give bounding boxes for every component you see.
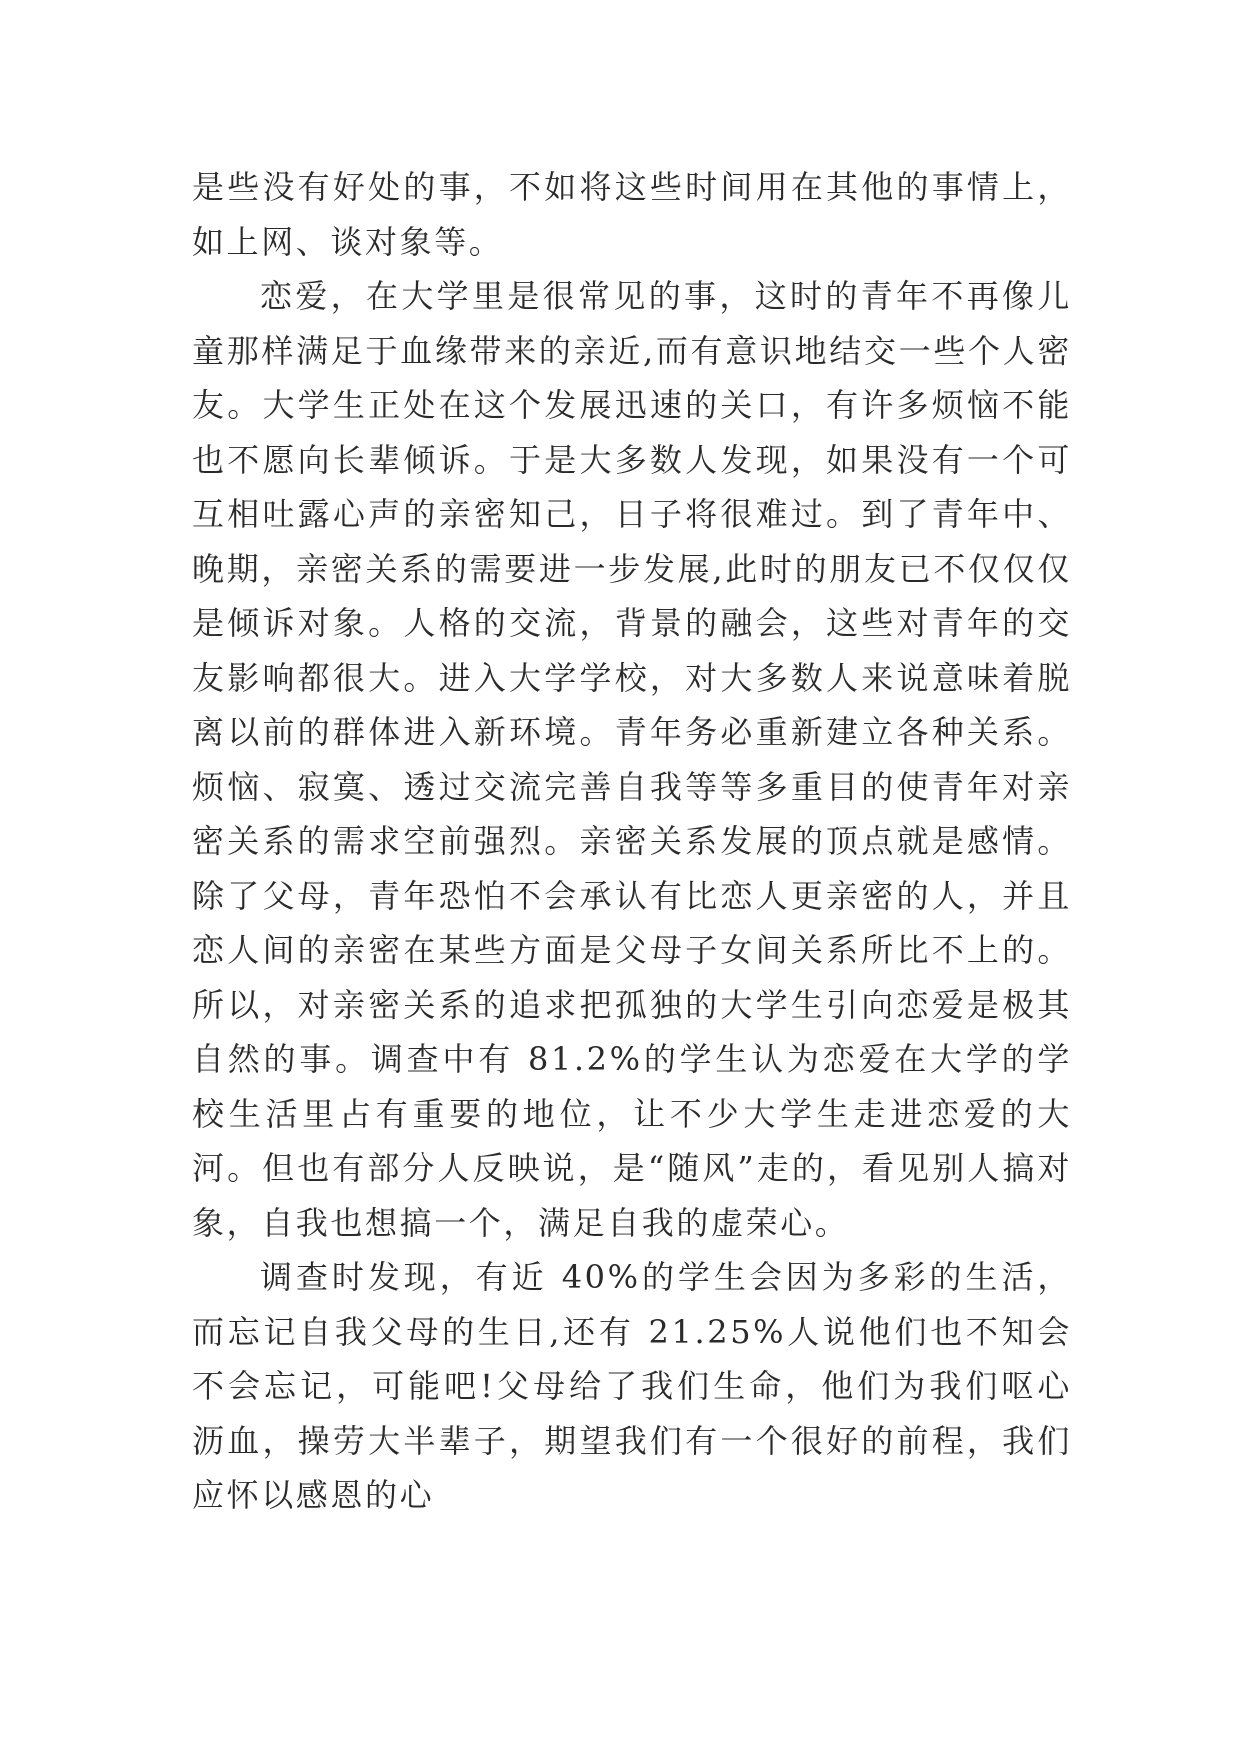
body-text [192,160,1072,1523]
paragraph-1: 是些没有好处的事，不如将这些时间用在其他的事情上，如上网、谈对象等。 [192,168,1072,261]
paragraph-2: 恋爱，在大学里是很常见的事，这时的青年不再像儿童那样满足于血缘带来的亲近,而有意识地结交一些个人密友。大学生正处在这个发展迅速的关口，有许多烦恼不能也不愿向长辈倾诉。于是大多数人发现，如果没有一个可互相吐露心声的亲密知己，日子将很难过。到了青年中、晚期，亲密关系的需要进一步发展,此时的朋友已不仅仅仅是倾诉对象。人格的交流，背景的融会，这些对青年的交友影响都很大。进入大学学校，对大多数人来说意味着脱离以前的群体进入新环境。青年务必重新建立各种关系。烦恼、寂寞、透过交流完善自我等等多重目的使青年对亲密关系的需求空前强烈。亲密关系发展的顶点就是感情。除了父母，青年恐怕不会承认有比恋人更亲密的人，并且恋人间的亲密在某些方面是父母子女间关系所比不上的。所以，对亲密关系的追求把孤独的大学生引向恋爱是极其自然的事。调查中有 81.2%的学生认为恋爱在大学的学校生活里占有重要的地位，让不少大学生走进恋爱的大河。但也有部分人反映说，是“随风”走的，看见别人搞对象，自我也想搞一个，满足自我的虚荣心。 [192,277,1072,1242]
paragraph-3: 调查时发现，有近 40%的学生会因为多彩的生活，而忘记自我父母的生日,还有 21.25%人说他们也不知会不会忘记，可能吧!父母给了我们生命，他们为我们呕心沥血，操劳大半辈子，期望我们有一个很好的前程，我们应怀以感恩的心 [192,1258,1072,1514]
